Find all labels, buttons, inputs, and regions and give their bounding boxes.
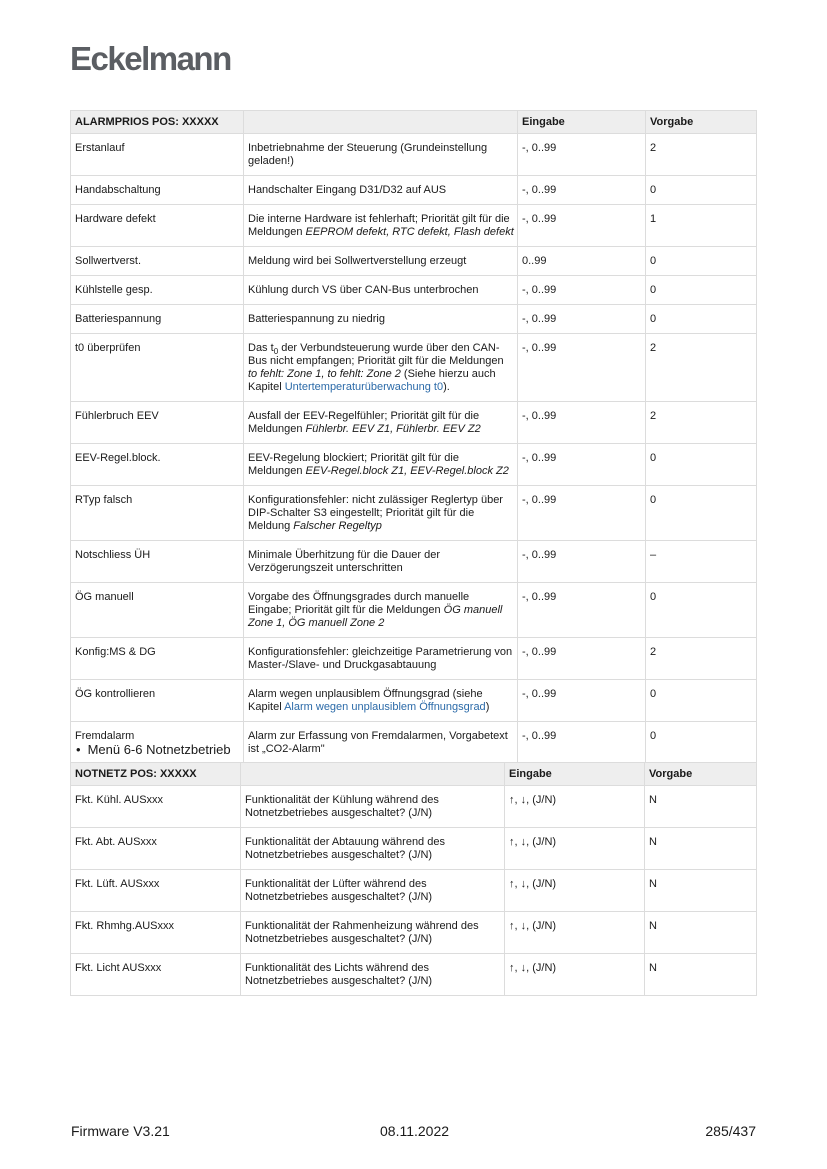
header-description	[244, 111, 518, 134]
param-description: Ausfall der EEV-Regelfühler; Priorität gilt für die Meldungen Fühlerbr. EEV Z1, Fühlerbr. EEV Z2	[244, 402, 518, 444]
table-row	[71, 828, 757, 870]
param-name: ÖG kontrollieren	[71, 680, 244, 722]
header-description	[241, 763, 505, 786]
param-input: -, 0..99	[518, 638, 646, 680]
param-default: N	[645, 954, 757, 996]
header-eingabe: Eingabe	[518, 111, 646, 134]
param-default: 2	[646, 134, 757, 176]
param-description: Konfigurationsfehler: nicht zulässiger Reglertyp über DIP-Schalter S3 eingestellt; Priorität gilt für die Meldung Falscher Regeltyp	[244, 486, 518, 541]
param-name: t0 überprüfen	[71, 334, 244, 402]
table-row	[71, 638, 757, 680]
param-input: -, 0..99	[518, 722, 646, 764]
param-default: 0	[646, 444, 757, 486]
table-row	[71, 402, 757, 444]
table-row	[71, 176, 757, 205]
footer-firmware: Firmware V3.21	[71, 1123, 170, 1139]
param-input: ↑, ↓, (J/N)	[505, 912, 645, 954]
section-heading	[76, 742, 231, 757]
param-default: 0	[646, 305, 757, 334]
param-description: Konfigurationsfehler: gleichzeitige Parametrierung von Master-/Slave- und Druckgasabtauung	[244, 638, 518, 680]
param-description: Batteriespannung zu niedrig	[244, 305, 518, 334]
param-name: RTyp falsch	[71, 486, 244, 541]
table-row	[71, 134, 757, 176]
param-input: -, 0..99	[518, 402, 646, 444]
param-input: -, 0..99	[518, 444, 646, 486]
param-name: Notschliess ÜH	[71, 541, 244, 583]
table-row	[71, 247, 757, 276]
param-name: Konfig:MS & DG	[71, 638, 244, 680]
param-name: Kühlstelle gesp.	[71, 276, 244, 305]
table-row	[71, 444, 757, 486]
param-name: Hardware defekt	[71, 205, 244, 247]
link-untertemperatur[interactable]: Untertemperaturüberwachung t0	[284, 381, 444, 393]
param-default: 0	[646, 722, 757, 764]
param-description: Meldung wird bei Sollwertverstellung erzeugt	[244, 247, 518, 276]
param-description: Funktionalität der Abtauung während des Notnetzbetriebes ausgeschaltet? (J/N)	[241, 828, 505, 870]
param-default: 0	[646, 247, 757, 276]
param-input: 0..99	[518, 247, 646, 276]
param-description: Inbetriebnahme der Steuerung (Grundeinstellung geladen!)	[244, 134, 518, 176]
param-name: Fühlerbruch EEV	[71, 402, 244, 444]
table-row	[71, 870, 757, 912]
param-description: Funktionalität der Rahmenheizung während des Notnetzbetriebes ausgeschaltet? (J/N)	[241, 912, 505, 954]
param-name: Fremdalarm	[71, 722, 244, 764]
param-input: -, 0..99	[518, 583, 646, 638]
param-input: -, 0..99	[518, 305, 646, 334]
footer-page-number: 285/437	[705, 1123, 756, 1139]
param-name: Fkt. Rhmhg.AUSxxx	[71, 912, 241, 954]
header-vorgabe: Vorgabe	[645, 763, 757, 786]
param-default: 2	[646, 402, 757, 444]
param-input: -, 0..99	[518, 486, 646, 541]
param-description: Alarm wegen unplausiblem Öffnungsgrad (siehe Kapitel Alarm wegen unplausiblem Öffnungsgrad)	[244, 680, 518, 722]
section-title: Menü 6-6 Notnetzbetrieb	[87, 742, 231, 757]
param-name: Fkt. Lüft. AUSxxx	[71, 870, 241, 912]
param-description: EEV-Regelung blockiert; Priorität gilt für die Meldungen EEV-Regel.block Z1, EEV-Regel.block Z2	[244, 444, 518, 486]
param-input: -, 0..99	[518, 680, 646, 722]
param-input: ↑, ↓, (J/N)	[505, 786, 645, 828]
table-row	[71, 912, 757, 954]
bullet-icon: •	[76, 742, 81, 757]
param-default: 0	[646, 680, 757, 722]
table-row	[71, 583, 757, 638]
param-description: Funktionalität des Lichts während des Notnetzbetriebes ausgeschaltet? (J/N)	[241, 954, 505, 996]
param-default: 2	[646, 334, 757, 402]
param-default: N	[645, 828, 757, 870]
param-name: Erstanlauf	[71, 134, 244, 176]
param-default: N	[645, 786, 757, 828]
param-description: Alarm zur Erfassung von Fremdalarmen, Vorgabetext ist „CO2-Alarm"	[244, 722, 518, 764]
param-default: 2	[646, 638, 757, 680]
param-input: -, 0..99	[518, 541, 646, 583]
param-description: Funktionalität der Lüfter während des Notnetzbetriebes ausgeschaltet? (J/N)	[241, 870, 505, 912]
param-input: -, 0..99	[518, 134, 646, 176]
table-row	[71, 786, 757, 828]
table-row	[71, 334, 757, 402]
param-description: Vorgabe des Öffnungsgrades durch manuelle Eingabe; Priorität gilt für die Meldungen ÖG manuell Zone 1, ÖG manuell Zone 2	[244, 583, 518, 638]
param-default: 0	[646, 276, 757, 305]
param-input: -, 0..99	[518, 205, 646, 247]
table-row	[71, 954, 757, 996]
eckelmann-logo: Eckelmann	[70, 40, 231, 77]
param-input: ↑, ↓, (J/N)	[505, 828, 645, 870]
param-default: 0	[646, 486, 757, 541]
param-description: Funktionalität der Kühlung während des Notnetzbetriebes ausgeschaltet? (J/N)	[241, 786, 505, 828]
param-name: Sollwertverst.	[71, 247, 244, 276]
param-name: Batteriespannung	[71, 305, 244, 334]
param-input: -, 0..99	[518, 176, 646, 205]
header-eingabe: Eingabe	[505, 763, 645, 786]
param-default: 1	[646, 205, 757, 247]
param-name: Fkt. Abt. AUSxxx	[71, 828, 241, 870]
link-oeffnungsgrad[interactable]: Alarm wegen unplausiblem Öffnungsgrad	[284, 701, 486, 713]
param-description: Das $t_0$ der Verbundsteuerung wurde über den CAN-Bus nicht empfangen; Priorität gilt für die Meldungen to fehlt: Zone 1, to fehlt: Zone 2 (Siehe hierzu auch Kapitel Untertemperaturüberwachung t0).	[244, 334, 518, 402]
table-header-row	[71, 111, 757, 134]
param-input: -, 0..99	[518, 276, 646, 305]
param-default: –	[646, 541, 757, 583]
table-header-row	[71, 763, 757, 786]
param-name: ÖG manuell	[71, 583, 244, 638]
table-row	[71, 276, 757, 305]
param-description: Minimale Überhitzung für die Dauer der Verzögerungszeit unterschritten	[244, 541, 518, 583]
param-default: 0	[646, 176, 757, 205]
table-row	[71, 205, 757, 247]
param-description: Die interne Hardware ist fehlerhaft; Priorität gilt für die Meldungen EEPROM defekt, RTC defekt, Flash defekt	[244, 205, 518, 247]
param-name: Fkt. Kühl. AUSxxx	[71, 786, 241, 828]
notnetz-table	[70, 762, 757, 996]
header-vorgabe: Vorgabe	[646, 111, 757, 134]
header-pos: ALARMPRIOS POS: XXXXX	[71, 111, 244, 134]
param-name: Handabschaltung	[71, 176, 244, 205]
footer-date: 08.11.2022	[380, 1123, 450, 1139]
param-name: EEV-Regel.block.	[71, 444, 244, 486]
table-row	[71, 680, 757, 722]
param-input: -, 0..99	[518, 334, 646, 402]
param-input: ↑, ↓, (J/N)	[505, 870, 645, 912]
param-default: 0	[646, 583, 757, 638]
param-description: Handschalter Eingang D31/D32 auf AUS	[244, 176, 518, 205]
param-input: ↑, ↓, (J/N)	[505, 954, 645, 996]
alarmprios-table	[70, 110, 757, 764]
header-pos: NOTNETZ POS: XXXXX	[71, 763, 241, 786]
table-row	[71, 486, 757, 541]
param-default: N	[645, 870, 757, 912]
param-description: Kühlung durch VS über CAN-Bus unterbrochen	[244, 276, 518, 305]
table-row	[71, 305, 757, 334]
param-default: N	[645, 912, 757, 954]
table-row	[71, 541, 757, 583]
param-name: Fkt. Licht AUSxxx	[71, 954, 241, 996]
